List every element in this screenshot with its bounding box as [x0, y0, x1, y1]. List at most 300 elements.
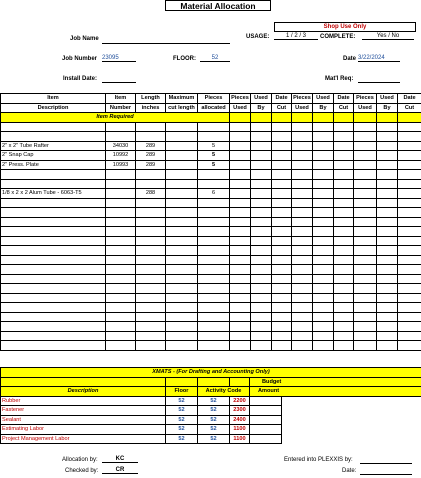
table-row[interactable]: [1, 189, 421, 199]
max-cut-cell[interactable]: [166, 141, 198, 151]
tracking-cell[interactable]: [398, 341, 421, 351]
length-cell[interactable]: [136, 122, 166, 132]
item-number-cell[interactable]: [106, 274, 136, 284]
tracking-cell[interactable]: [292, 151, 313, 161]
table-row[interactable]: [1, 236, 421, 246]
tracking-cell[interactable]: [230, 236, 251, 246]
max-cut-cell[interactable]: [166, 312, 198, 322]
xmats-row[interactable]: [1, 406, 421, 416]
tracking-cell[interactable]: [272, 189, 292, 199]
xmats-floor-cell[interactable]: 52: [166, 406, 198, 416]
tracking-cell[interactable]: [230, 312, 251, 322]
footer-date-field[interactable]: [360, 467, 412, 475]
tracking-cell[interactable]: [377, 227, 398, 237]
tracking-cell[interactable]: [251, 322, 272, 332]
tracking-cell[interactable]: [272, 312, 292, 322]
tracking-cell[interactable]: [251, 122, 272, 132]
tracking-cell[interactable]: [354, 122, 377, 132]
tracking-cell[interactable]: [354, 160, 377, 170]
matl-req-field[interactable]: [358, 75, 400, 83]
tracking-cell[interactable]: [230, 255, 251, 265]
tracking-cell[interactable]: [251, 227, 272, 237]
tracking-cell[interactable]: [313, 293, 334, 303]
tracking-cell[interactable]: [377, 189, 398, 199]
tracking-cell[interactable]: [398, 141, 421, 151]
tracking-cell[interactable]: [398, 293, 421, 303]
tracking-cell[interactable]: [334, 122, 354, 132]
tracking-cell[interactable]: [313, 341, 334, 351]
table-row[interactable]: [1, 132, 421, 142]
xmats-description-cell[interactable]: Rubber: [1, 396, 166, 406]
pieces-allocated-cell[interactable]: [198, 179, 230, 189]
item-description-cell[interactable]: [1, 198, 106, 208]
tracking-cell[interactable]: [230, 179, 251, 189]
length-cell[interactable]: [136, 341, 166, 351]
length-cell[interactable]: 289: [136, 160, 166, 170]
max-cut-cell[interactable]: [166, 132, 198, 142]
item-number-cell[interactable]: [106, 132, 136, 142]
tracking-cell[interactable]: [377, 141, 398, 151]
item-description-cell[interactable]: [1, 246, 106, 256]
tracking-cell[interactable]: [272, 122, 292, 132]
pieces-allocated-cell[interactable]: [198, 303, 230, 313]
tracking-cell[interactable]: [354, 227, 377, 237]
xmats-row[interactable]: [1, 425, 421, 435]
tracking-cell[interactable]: [292, 217, 313, 227]
tracking-cell[interactable]: [334, 293, 354, 303]
table-row[interactable]: [1, 246, 421, 256]
item-description-cell[interactable]: 1/8 x 2 x 2 Alum Tube - 6063-T5: [1, 189, 106, 199]
tracking-cell[interactable]: [377, 198, 398, 208]
tracking-cell[interactable]: [334, 208, 354, 218]
tracking-cell[interactable]: [377, 179, 398, 189]
tracking-cell[interactable]: [230, 189, 251, 199]
tracking-cell[interactable]: [313, 274, 334, 284]
tracking-cell[interactable]: [313, 179, 334, 189]
max-cut-cell[interactable]: [166, 303, 198, 313]
budget-amount-cell[interactable]: [250, 406, 282, 416]
tracking-cell[interactable]: [251, 217, 272, 227]
item-description-cell[interactable]: [1, 179, 106, 189]
pieces-allocated-cell[interactable]: 6: [198, 189, 230, 199]
tracking-cell[interactable]: [354, 236, 377, 246]
tracking-cell[interactable]: [398, 132, 421, 142]
tracking-cell[interactable]: [251, 265, 272, 275]
table-row[interactable]: [1, 217, 421, 227]
tracking-cell[interactable]: [377, 122, 398, 132]
pieces-allocated-cell[interactable]: [198, 322, 230, 332]
xmats-code-cell[interactable]: 2300: [230, 406, 250, 416]
table-row[interactable]: [1, 160, 421, 170]
allocation-by-field[interactable]: KC: [102, 456, 138, 463]
tracking-cell[interactable]: [334, 141, 354, 151]
xmats-description-cell[interactable]: Fastener: [1, 406, 166, 416]
length-cell[interactable]: [136, 198, 166, 208]
table-row[interactable]: [1, 151, 421, 161]
tracking-cell[interactable]: [272, 141, 292, 151]
item-description-cell[interactable]: [1, 341, 106, 351]
tracking-cell[interactable]: [272, 132, 292, 142]
tracking-cell[interactable]: [334, 160, 354, 170]
tracking-cell[interactable]: [354, 179, 377, 189]
xmats-activity-cell[interactable]: 52: [198, 396, 230, 406]
tracking-cell[interactable]: [251, 255, 272, 265]
xmats-row[interactable]: [1, 415, 421, 425]
tracking-cell[interactable]: [230, 151, 251, 161]
tracking-cell[interactable]: [398, 217, 421, 227]
tracking-cell[interactable]: [313, 255, 334, 265]
tracking-cell[interactable]: [377, 293, 398, 303]
item-description-cell[interactable]: [1, 303, 106, 313]
tracking-cell[interactable]: [272, 274, 292, 284]
xmats-activity-cell[interactable]: 52: [198, 434, 230, 444]
length-cell[interactable]: [136, 170, 166, 180]
xmats-row[interactable]: [1, 434, 421, 444]
tracking-cell[interactable]: [398, 255, 421, 265]
tracking-cell[interactable]: [334, 236, 354, 246]
item-description-cell[interactable]: [1, 322, 106, 332]
tracking-cell[interactable]: [292, 122, 313, 132]
length-cell[interactable]: [136, 293, 166, 303]
item-description-cell[interactable]: [1, 312, 106, 322]
tracking-cell[interactable]: [272, 303, 292, 313]
pieces-allocated-cell[interactable]: [198, 246, 230, 256]
budget-amount-cell[interactable]: [250, 434, 282, 444]
pieces-allocated-cell[interactable]: [198, 265, 230, 275]
tracking-cell[interactable]: [292, 160, 313, 170]
tracking-cell[interactable]: [272, 246, 292, 256]
tracking-cell[interactable]: [334, 303, 354, 313]
tracking-cell[interactable]: [292, 208, 313, 218]
length-cell[interactable]: [136, 132, 166, 142]
date-field[interactable]: 3/22/2024: [358, 55, 400, 62]
item-number-cell[interactable]: [106, 170, 136, 180]
tracking-cell[interactable]: [377, 331, 398, 341]
tracking-cell[interactable]: [334, 265, 354, 275]
max-cut-cell[interactable]: [166, 293, 198, 303]
tracking-cell[interactable]: [354, 151, 377, 161]
max-cut-cell[interactable]: [166, 217, 198, 227]
tracking-cell[interactable]: [251, 151, 272, 161]
tracking-cell[interactable]: [251, 189, 272, 199]
max-cut-cell[interactable]: [166, 208, 198, 218]
tracking-cell[interactable]: [354, 284, 377, 294]
tracking-cell[interactable]: [230, 265, 251, 275]
tracking-cell[interactable]: [230, 322, 251, 332]
tracking-cell[interactable]: [313, 236, 334, 246]
max-cut-cell[interactable]: [166, 255, 198, 265]
item-description-cell[interactable]: [1, 274, 106, 284]
tracking-cell[interactable]: [251, 208, 272, 218]
tracking-cell[interactable]: [398, 227, 421, 237]
tracking-cell[interactable]: [292, 236, 313, 246]
tracking-cell[interactable]: [377, 170, 398, 180]
table-row[interactable]: [1, 179, 421, 189]
xmats-floor-cell[interactable]: 52: [166, 425, 198, 435]
item-number-cell[interactable]: [106, 265, 136, 275]
tracking-cell[interactable]: [272, 322, 292, 332]
length-cell[interactable]: [136, 284, 166, 294]
tracking-cell[interactable]: [230, 160, 251, 170]
tracking-cell[interactable]: [398, 236, 421, 246]
tracking-cell[interactable]: [230, 208, 251, 218]
tracking-cell[interactable]: [334, 179, 354, 189]
tracking-cell[interactable]: [272, 208, 292, 218]
max-cut-cell[interactable]: [166, 236, 198, 246]
pieces-allocated-cell[interactable]: [198, 170, 230, 180]
tracking-cell[interactable]: [251, 312, 272, 322]
entered-plexxis-field[interactable]: [360, 456, 412, 464]
xmats-code-cell[interactable]: 2400: [230, 415, 250, 425]
tracking-cell[interactable]: [251, 160, 272, 170]
item-description-cell[interactable]: 2" Press. Plate: [1, 160, 106, 170]
tracking-cell[interactable]: [398, 179, 421, 189]
length-cell[interactable]: [136, 255, 166, 265]
tracking-cell[interactable]: [313, 312, 334, 322]
xmats-code-cell[interactable]: 2200: [230, 396, 250, 406]
length-cell[interactable]: [136, 303, 166, 313]
tracking-cell[interactable]: [398, 189, 421, 199]
tracking-cell[interactable]: [398, 284, 421, 294]
tracking-cell[interactable]: [377, 312, 398, 322]
tracking-cell[interactable]: [398, 246, 421, 256]
tracking-cell[interactable]: [251, 170, 272, 180]
pieces-allocated-cell[interactable]: [198, 341, 230, 351]
tracking-cell[interactable]: [354, 274, 377, 284]
tracking-cell[interactable]: [398, 160, 421, 170]
item-number-cell[interactable]: [106, 227, 136, 237]
tracking-cell[interactable]: [292, 198, 313, 208]
tracking-cell[interactable]: [230, 293, 251, 303]
tracking-cell[interactable]: [398, 303, 421, 313]
item-number-cell[interactable]: 10993: [106, 160, 136, 170]
complete-value[interactable]: Yes / No: [362, 33, 414, 40]
tracking-cell[interactable]: [334, 227, 354, 237]
tracking-cell[interactable]: [377, 303, 398, 313]
length-cell[interactable]: [136, 322, 166, 332]
table-row[interactable]: [1, 341, 421, 351]
tracking-cell[interactable]: [313, 303, 334, 313]
tracking-cell[interactable]: [377, 236, 398, 246]
tracking-cell[interactable]: [334, 322, 354, 332]
tracking-cell[interactable]: [398, 122, 421, 132]
length-cell[interactable]: [136, 312, 166, 322]
tracking-cell[interactable]: [292, 132, 313, 142]
max-cut-cell[interactable]: [166, 160, 198, 170]
tracking-cell[interactable]: [230, 331, 251, 341]
tracking-cell[interactable]: [354, 217, 377, 227]
tracking-cell[interactable]: [251, 179, 272, 189]
tracking-cell[interactable]: [292, 246, 313, 256]
pieces-allocated-cell[interactable]: [198, 255, 230, 265]
max-cut-cell[interactable]: [166, 265, 198, 275]
table-row[interactable]: [1, 141, 421, 151]
tracking-cell[interactable]: [334, 246, 354, 256]
xmats-description-cell[interactable]: Estimating Labor: [1, 425, 166, 435]
tracking-cell[interactable]: [313, 198, 334, 208]
length-cell[interactable]: [136, 208, 166, 218]
table-row[interactable]: [1, 255, 421, 265]
tracking-cell[interactable]: [377, 341, 398, 351]
item-description-cell[interactable]: [1, 170, 106, 180]
length-cell[interactable]: [136, 331, 166, 341]
item-number-cell[interactable]: [106, 331, 136, 341]
tracking-cell[interactable]: [377, 322, 398, 332]
item-description-cell[interactable]: [1, 255, 106, 265]
tracking-cell[interactable]: [313, 265, 334, 275]
tracking-cell[interactable]: [398, 331, 421, 341]
xmats-description-cell[interactable]: Sealant: [1, 415, 166, 425]
tracking-cell[interactable]: [272, 265, 292, 275]
tracking-cell[interactable]: [334, 189, 354, 199]
item-description-cell[interactable]: [1, 265, 106, 275]
max-cut-cell[interactable]: [166, 151, 198, 161]
tracking-cell[interactable]: [377, 255, 398, 265]
tracking-cell[interactable]: [354, 198, 377, 208]
tracking-cell[interactable]: [272, 255, 292, 265]
pieces-allocated-cell[interactable]: [198, 331, 230, 341]
tracking-cell[interactable]: [334, 151, 354, 161]
tracking-cell[interactable]: [354, 208, 377, 218]
pieces-allocated-cell[interactable]: [198, 284, 230, 294]
tracking-cell[interactable]: [272, 341, 292, 351]
tracking-cell[interactable]: [292, 303, 313, 313]
pieces-allocated-cell[interactable]: 5: [198, 160, 230, 170]
tracking-cell[interactable]: [313, 246, 334, 256]
tracking-cell[interactable]: [251, 284, 272, 294]
tracking-cell[interactable]: [313, 331, 334, 341]
item-description-cell[interactable]: 2" x 2" Tube Rafter: [1, 141, 106, 151]
tracking-cell[interactable]: [292, 274, 313, 284]
table-row[interactable]: [1, 331, 421, 341]
budget-amount-cell[interactable]: [250, 415, 282, 425]
tracking-cell[interactable]: [334, 198, 354, 208]
tracking-cell[interactable]: [354, 331, 377, 341]
tracking-cell[interactable]: [398, 170, 421, 180]
item-description-cell[interactable]: [1, 331, 106, 341]
item-number-cell[interactable]: [106, 198, 136, 208]
item-description-cell[interactable]: [1, 227, 106, 237]
tracking-cell[interactable]: [313, 189, 334, 199]
tracking-cell[interactable]: [251, 293, 272, 303]
max-cut-cell[interactable]: [166, 189, 198, 199]
tracking-cell[interactable]: [313, 170, 334, 180]
tracking-cell[interactable]: [230, 198, 251, 208]
tracking-cell[interactable]: [292, 293, 313, 303]
tracking-cell[interactable]: [292, 312, 313, 322]
tracking-cell[interactable]: [251, 341, 272, 351]
xmats-description-cell[interactable]: Project Management Labor: [1, 434, 166, 444]
length-cell[interactable]: [136, 265, 166, 275]
length-cell[interactable]: 289: [136, 151, 166, 161]
tracking-cell[interactable]: [354, 341, 377, 351]
tracking-cell[interactable]: [292, 227, 313, 237]
floor-field[interactable]: 52: [200, 55, 230, 62]
item-number-cell[interactable]: [106, 322, 136, 332]
tracking-cell[interactable]: [313, 160, 334, 170]
item-number-cell[interactable]: [106, 303, 136, 313]
pieces-allocated-cell[interactable]: [198, 132, 230, 142]
pieces-allocated-cell[interactable]: 5: [198, 141, 230, 151]
table-row[interactable]: [1, 293, 421, 303]
tracking-cell[interactable]: [334, 331, 354, 341]
xmats-activity-cell[interactable]: 52: [198, 425, 230, 435]
table-row[interactable]: [1, 284, 421, 294]
item-description-cell[interactable]: [1, 122, 106, 132]
pieces-allocated-cell[interactable]: [198, 274, 230, 284]
pieces-allocated-cell[interactable]: [198, 198, 230, 208]
item-number-cell[interactable]: [106, 122, 136, 132]
max-cut-cell[interactable]: [166, 331, 198, 341]
tracking-cell[interactable]: [251, 303, 272, 313]
tracking-cell[interactable]: [334, 341, 354, 351]
length-cell[interactable]: 288: [136, 189, 166, 199]
tracking-cell[interactable]: [313, 217, 334, 227]
tracking-cell[interactable]: [377, 284, 398, 294]
max-cut-cell[interactable]: [166, 122, 198, 132]
tracking-cell[interactable]: [230, 132, 251, 142]
tracking-cell[interactable]: [230, 284, 251, 294]
length-cell[interactable]: [136, 217, 166, 227]
tracking-cell[interactable]: [334, 284, 354, 294]
item-description-cell[interactable]: [1, 132, 106, 142]
usage-value[interactable]: 1 / 2 / 3: [274, 33, 318, 40]
tracking-cell[interactable]: [292, 141, 313, 151]
xmats-activity-cell[interactable]: 52: [198, 406, 230, 416]
tracking-cell[interactable]: [272, 198, 292, 208]
tracking-cell[interactable]: [272, 151, 292, 161]
table-row[interactable]: [1, 303, 421, 313]
tracking-cell[interactable]: [272, 284, 292, 294]
tracking-cell[interactable]: [377, 151, 398, 161]
pieces-allocated-cell[interactable]: [198, 236, 230, 246]
tracking-cell[interactable]: [292, 341, 313, 351]
tracking-cell[interactable]: [230, 217, 251, 227]
pieces-allocated-cell[interactable]: [198, 208, 230, 218]
pieces-allocated-cell[interactable]: 5: [198, 151, 230, 161]
tracking-cell[interactable]: [398, 274, 421, 284]
tracking-cell[interactable]: [354, 141, 377, 151]
tracking-cell[interactable]: [354, 293, 377, 303]
tracking-cell[interactable]: [251, 331, 272, 341]
tracking-cell[interactable]: [292, 331, 313, 341]
length-cell[interactable]: [136, 274, 166, 284]
tracking-cell[interactable]: [377, 274, 398, 284]
tracking-cell[interactable]: [354, 132, 377, 142]
tracking-cell[interactable]: [272, 170, 292, 180]
table-row[interactable]: [1, 198, 421, 208]
tracking-cell[interactable]: [313, 284, 334, 294]
tracking-cell[interactable]: [334, 132, 354, 142]
max-cut-cell[interactable]: [166, 284, 198, 294]
tracking-cell[interactable]: [398, 312, 421, 322]
tracking-cell[interactable]: [230, 341, 251, 351]
item-description-cell[interactable]: [1, 217, 106, 227]
pieces-allocated-cell[interactable]: [198, 293, 230, 303]
tracking-cell[interactable]: [272, 160, 292, 170]
tracking-cell[interactable]: [377, 217, 398, 227]
max-cut-cell[interactable]: [166, 274, 198, 284]
tracking-cell[interactable]: [354, 246, 377, 256]
tracking-cell[interactable]: [354, 189, 377, 199]
tracking-cell[interactable]: [292, 189, 313, 199]
budget-amount-cell[interactable]: [250, 396, 282, 406]
tracking-cell[interactable]: [398, 151, 421, 161]
tracking-cell[interactable]: [251, 141, 272, 151]
tracking-cell[interactable]: [292, 170, 313, 180]
tracking-cell[interactable]: [334, 274, 354, 284]
tracking-cell[interactable]: [354, 303, 377, 313]
